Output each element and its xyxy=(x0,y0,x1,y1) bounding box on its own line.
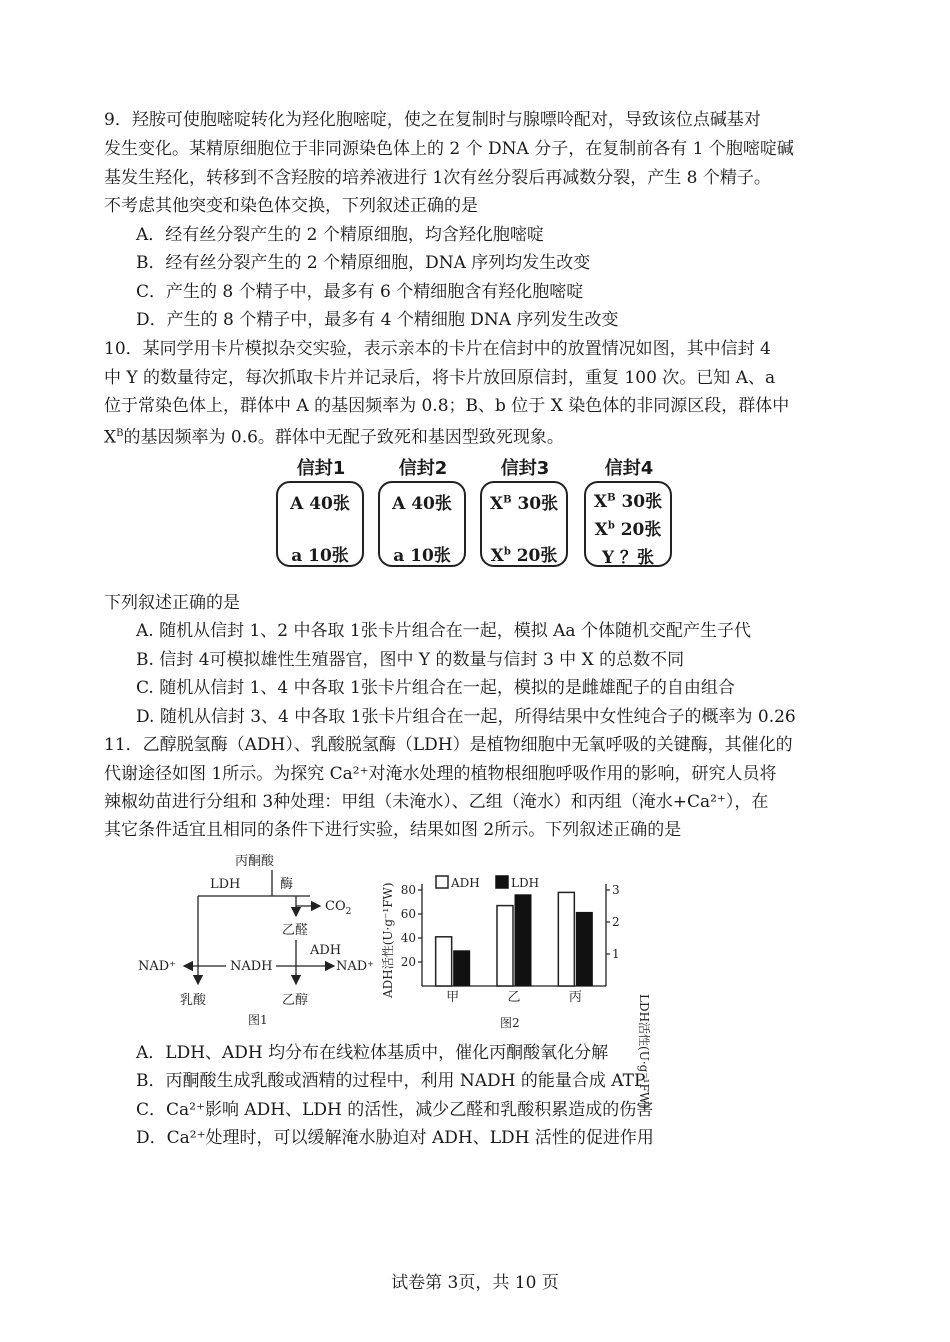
y-tick-label-left: 40 xyxy=(400,931,416,945)
q11-line-1: 11．乙醇脱氢酶（ADH）、乳酸脱氢酶（LDH）是植物细胞中无氧呼吸的关键酶，其催化的 xyxy=(104,735,793,755)
q9-line-3: 基发生羟化，转移到不含羟胺的培养液进行 1次有丝分裂后再减数分裂，产生 8 个精子。 xyxy=(104,168,771,188)
q10-option-c: C. 随机从信封 1、4 中各取 1张卡片组合在一起，模拟的是雌雄配子的自由组合 xyxy=(136,678,735,698)
q10-line-1: 10．某同学用卡片模拟杂交实验，表示亲本的卡片在信封中的放置情况如图，其中信封 4 xyxy=(104,339,771,359)
bar-adh xyxy=(497,906,513,986)
envelope-2-title: 信封2 xyxy=(398,458,448,479)
q11-option-a: A．LDH、ADH 均分布在线粒体基质中，催化丙酮酸氧化分解 xyxy=(136,1043,609,1063)
q10-option-d: D. 随机从信封 3、4 中各取 1张卡片组合在一起，所得结果中女性纯合子的概率为 0.26 xyxy=(136,707,796,727)
envelope-2 xyxy=(378,481,466,567)
q11-line-2: 代谢途径如图 1所示。为探究 Ca²⁺对淹水处理的植物根细胞呼吸作用的影响，研究人员将 xyxy=(104,764,777,784)
pyruvate-label: 丙酮酸 xyxy=(235,854,275,869)
bar-ldh xyxy=(454,951,470,986)
y-tick-label-left: 60 xyxy=(400,907,416,921)
lactate-label: 乳酸 xyxy=(180,993,207,1008)
bar-ldh xyxy=(515,895,531,986)
y-tick-label-right: 1 xyxy=(612,947,620,961)
nad-left-label: NAD⁺ xyxy=(138,959,177,974)
y-axis-label-right: LDH活性(U·g⁻¹FW) xyxy=(637,994,651,1109)
figure-2-caption: 图2 xyxy=(500,1016,520,1030)
q10-stem: 下列叙述正确的是 xyxy=(104,593,240,613)
envelope-3-item-1: $X^B$ 30张 xyxy=(489,494,559,514)
adh-label: ADH xyxy=(310,943,342,958)
legend-ldh-label: LDH xyxy=(511,876,540,890)
legend-ldh-swatch xyxy=(496,876,508,888)
envelope-4 xyxy=(584,481,672,567)
x-tick-label: 甲 xyxy=(446,990,460,1005)
q11-option-c: C．Ca²⁺影响 ADH、LDH 的活性，减少乙醛和乳酸积累造成的伤害 xyxy=(136,1100,654,1120)
envelope-4-title: 信封4 xyxy=(604,458,654,479)
bar-ldh xyxy=(576,912,592,986)
envelope-4-item-1: $X^B$ 30张 xyxy=(593,492,663,512)
q9-option-d: D．产生的 8 个精子中，最多有 4 个精细胞 DNA 序列发生改变 xyxy=(136,310,619,330)
q11-line-3: 辣椒幼苗进行分组和 3种处理：甲组（未淹水）、乙组（淹水）和丙组（淹水+Ca²⁺），在 xyxy=(104,792,769,812)
y-tick-label-left: 20 xyxy=(400,955,416,969)
q10-option-a: A. 随机从信封 1、2 中各取 1张卡片组合在一起，模拟 Aa 个体随机交配产生子代 xyxy=(136,621,751,641)
nadh-label: NADH xyxy=(230,959,273,974)
enzyme-label: 酶 xyxy=(280,877,294,892)
q10-option-b: B. 信封 4可模拟雄性生殖器官，图中 Y 的数量与信封 3 中 X 的总数不同 xyxy=(136,650,685,670)
envelope-1 xyxy=(276,481,364,567)
q11-option-b: B．丙酮酸生成乳酸或酒精的过程中，利用 NADH 的能量合成 ATP xyxy=(136,1071,646,1091)
q10-line-2: 中 Y 的数量待定，每次抓取卡片并记录后，将卡片放回原信封，重复 100 次。已知 A、a xyxy=(104,368,776,388)
envelope-3-title: 信封3 xyxy=(500,458,550,479)
legend-adh-label: ADH xyxy=(451,876,480,890)
envelope-1-item-1: A 40张 xyxy=(290,494,350,514)
q9-line-2: 发生变化。某精原细胞位于非同源染色体上的 2 个 DNA 分子，在复制前各有 1 个胞嘧啶碱 xyxy=(104,139,794,159)
page-footer: 试卷第 3页，共 10 页 xyxy=(391,1273,559,1293)
q11-line-4: 其它条件适宜且相同的条件下进行实验，结果如图 2所示。下列叙述正确的是 xyxy=(104,820,682,840)
y-tick-label-right: 2 xyxy=(612,915,620,929)
envelope-4-item-2: $X^b$ 20张 xyxy=(594,520,662,540)
envelope-3-item-2: $X^b$ 20张 xyxy=(490,546,558,566)
envelope-2-item-2: a 10张 xyxy=(393,546,451,566)
bar-adh xyxy=(558,892,574,986)
q9-option-c: C．产生的 8 个精子中，最多有 6 个精细胞含有羟化胞嘧啶 xyxy=(136,282,584,302)
envelope-1-item-2: a 10张 xyxy=(291,546,349,566)
legend-adh-swatch xyxy=(436,876,448,888)
figure-1-pathway xyxy=(130,848,390,1028)
figure-1-caption: 图1 xyxy=(248,1013,268,1027)
q9-option-b: B．经有丝分裂产生的 2 个精原细胞，DNA 序列均发生改变 xyxy=(136,253,591,273)
y-axis-label-left: ADH活性(U·g⁻¹FW) xyxy=(381,882,395,998)
nad-right-label: NAD⁺ xyxy=(336,959,375,974)
x-tick-label: 丙 xyxy=(568,990,582,1005)
q11-option-d: D．Ca²⁺处理时，可以缓解淹水胁迫对 ADH、LDH 活性的促进作用 xyxy=(136,1128,654,1148)
q10-line-3: 位于常染色体上，群体中 A 的基因频率为 0.8；B、b 位于 X 染色体的非同源区段，群体中 xyxy=(104,396,790,416)
envelope-2-item-1: A 40张 xyxy=(392,494,452,514)
q9-line-4: 不考虑其他突变和染色体交换，下列叙述正确的是 xyxy=(104,196,478,216)
y-tick-label-right: 3 xyxy=(612,883,620,897)
envelope-1-title: 信封1 xyxy=(296,458,346,479)
ethanol-label: 乙醇 xyxy=(282,993,309,1008)
bar-adh xyxy=(436,937,452,986)
envelope-3 xyxy=(480,481,568,567)
ldh-label: LDH xyxy=(210,877,241,892)
y-tick-label-left: 80 xyxy=(400,883,416,897)
acetaldehyde-label: 乙醛 xyxy=(282,923,309,938)
q10-line-4: $X^B$的基因频率为 0.6。群体中无配子致死和基因型致死现象。 xyxy=(104,427,564,448)
x-tick-label: 乙 xyxy=(507,990,521,1005)
co2-label: $CO_2$ xyxy=(325,899,352,917)
q9-option-a: A．经有丝分裂产生的 2 个精原细胞，均含羟化胞嘧啶 xyxy=(136,225,544,245)
q9-line-1: 9．羟胺可使胞嘧啶转化为羟化胞嘧啶，使之在复制时与腺嘌呤配对，导致该位点碱基对 xyxy=(104,110,761,130)
envelope-4-item-3: Y ？张 xyxy=(601,548,655,568)
